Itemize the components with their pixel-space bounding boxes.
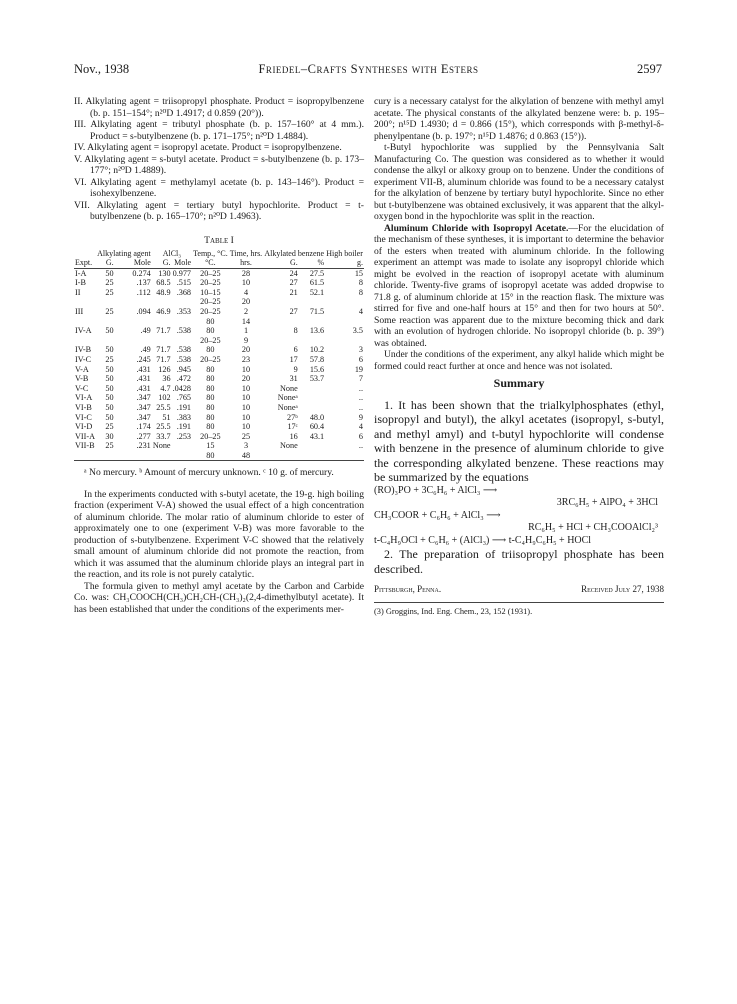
table-cell: 6 <box>358 354 363 364</box>
table-cell: 50 <box>105 345 114 355</box>
table-header-cell: Alkylated benzene <box>264 249 325 258</box>
table-cell: 9 <box>243 335 249 345</box>
table-cell: 25.5 <box>156 402 171 412</box>
table-cell <box>299 317 325 327</box>
table-cell: .. <box>358 441 363 451</box>
table-cell: 50 <box>105 402 114 412</box>
table-cell: 20–25 <box>200 354 221 364</box>
table-cell: 25.5 <box>156 422 171 432</box>
table-cell: 15 <box>354 268 363 278</box>
table-cell: VII-A <box>75 431 96 441</box>
table-cell: 80 <box>206 326 215 336</box>
table-row <box>74 451 364 461</box>
table-cell: 10 <box>241 422 251 432</box>
table-cell: 80 <box>206 374 215 384</box>
table-header-cell: G. <box>96 259 115 268</box>
table-cell: None <box>152 441 171 451</box>
table-cell: 20–25 <box>200 297 221 307</box>
table-cell: 80 <box>206 345 215 355</box>
signature-line <box>374 584 664 596</box>
table-header-cell: g. <box>325 259 364 268</box>
list-item: II. Alkylating agent = triisopropyl phosphate. Product = isopropylbenzene (b. p. 151–154°; n²⁰D 1.4917; d 0.859 (20°)). <box>74 96 364 119</box>
table-row <box>74 278 364 288</box>
body-paragraph: The formula given to methyl amyl acetate by the Carbon and Carbide Co. was: CH₃COOCH(CH₃)CH₂CH-(CH₃)₂(2,4-dimethylbutyl acetate). It has been established that under the conditions of the experiments mer- <box>74 580 364 615</box>
table-cell: 48.9 <box>156 287 171 297</box>
table-cell: .. <box>358 383 363 393</box>
table-cell: 43.1 <box>309 431 325 441</box>
table-cell: .538 <box>176 345 192 355</box>
table-cell <box>74 297 96 307</box>
table-cell: 102 <box>158 393 171 403</box>
table-cell: .538 <box>176 326 192 336</box>
table-cell: VI-B <box>75 402 92 412</box>
table-cell: .49 <box>140 326 151 336</box>
table-cell: 3 <box>243 441 249 451</box>
table-cell: .191 <box>176 422 192 432</box>
table-cell: VI-D <box>75 422 93 432</box>
table-cell: 25 <box>105 422 114 432</box>
table-caption: Table I <box>204 234 234 246</box>
table-row <box>74 326 364 336</box>
table-header-cell: Mole <box>172 259 192 268</box>
table-cell <box>299 403 325 413</box>
table-cell: 7 <box>358 374 363 384</box>
table-cell: 9 <box>358 412 363 422</box>
table-cell: 27.5 <box>309 268 325 278</box>
table-cell: 3 <box>358 345 363 355</box>
table-cell: 25 <box>241 431 251 441</box>
table-cell: 25 <box>105 354 114 364</box>
table-cell <box>96 297 115 307</box>
table-cell <box>115 336 152 346</box>
table-cell <box>115 297 152 307</box>
table-cell: 8 <box>358 287 363 297</box>
table-cell: 25 <box>105 441 114 451</box>
table-cell: .431 <box>136 374 151 384</box>
table-cell: Noneᵃ <box>277 402 298 412</box>
table-cell <box>299 441 325 451</box>
table-cell <box>172 297 192 307</box>
table-cell <box>263 336 299 346</box>
table-cell: VI-C <box>75 412 92 422</box>
table-cell: 80 <box>206 316 215 326</box>
body-paragraph: cury is a necessary catalyst for the alkylation of benzene with methyl amyl acetate. The physical constants of the alkylated benzene were: b. p. 195–200°; n¹⁵D 1.4930; d = 0.866 (15°), which corresponds with β-methyl-δ-phenylpentane (b. p. 197°; n¹⁵D 1.4876; d 0.863 (15°)). <box>374 96 664 142</box>
table-cell: .347 <box>136 412 151 422</box>
table-row <box>74 422 364 432</box>
table-cell: .137 <box>136 278 151 288</box>
table-header-cell: hrs. <box>229 259 263 268</box>
table-header-cell: G. <box>152 259 172 268</box>
table-cell: .112 <box>136 287 151 297</box>
table-row <box>74 336 364 346</box>
table-cell: 6 <box>293 345 298 355</box>
table-cell: 50 <box>105 326 114 336</box>
table-cell: 20–25 <box>200 335 221 345</box>
table-cell: 25 <box>105 278 114 288</box>
table-cell: 27ᵇ <box>287 412 298 422</box>
table-cell: 46.9 <box>156 306 171 316</box>
table-cell: 19 <box>354 364 363 374</box>
table-cell: 10 <box>241 278 251 288</box>
table-cell: 9 <box>293 364 298 374</box>
table-cell: 20 <box>241 297 251 307</box>
table-row <box>74 374 364 384</box>
table-cell: 13.6 <box>309 326 325 336</box>
table-cell: 80 <box>206 393 215 403</box>
table-header-cell: °C. <box>192 259 229 268</box>
header-title: Friedel–Crafts Syntheses with Esters <box>258 62 479 76</box>
table-cell: 50 <box>105 383 114 393</box>
table-cell: 10 <box>241 383 251 393</box>
list-item: III. Alkylating agent = tributyl phosphate (b. p. 157–160° at 4 mm.). Product = s-butylbenzene (b. p. 171–175°; n²⁰D 1.4884). <box>74 119 364 142</box>
table-cell: 20–25 <box>200 268 221 278</box>
table-cell: 130 <box>158 268 171 278</box>
table-cell <box>325 451 364 461</box>
table-cell: 51 <box>162 412 171 422</box>
table-cell: 20–25 <box>200 306 221 316</box>
table-cell: .231 <box>136 441 151 451</box>
table-row <box>74 413 364 423</box>
table-row <box>74 268 364 278</box>
table-cell: 4 <box>358 306 363 316</box>
table-cell: .49 <box>140 345 151 355</box>
table-cell: 48 <box>229 451 263 461</box>
table-cell: 4.7 <box>160 383 171 393</box>
table-header-cell: Temp., °C. <box>193 249 228 258</box>
table-footnotes <box>74 467 364 479</box>
table-cell: 10 <box>241 364 251 374</box>
summary-point-2: 2. The preparation of triisopropyl phosphate has been described. <box>374 547 664 576</box>
equation-1-right: 3RC₆H₅ + AlPO₄ + 3HCl <box>556 497 658 509</box>
body-paragraph: In the experiments conducted with s-butyl acetate, the 19-g. high boiling fraction (experiment V-A) showed the usual effect of a high concentration of aluminum chloride. The molar ratio of aluminum chloride to ester of approximately one to one (experiment V-B) was more favorable to the production of s-butylbenzene. Experiment V-C showed that the relatively small amount of aluminum chloride did not promote the reaction, from which it was assumed that the aluminum chloride plays an integral part in the reaction, and its role is not purely catalytic. <box>74 488 364 581</box>
body-paragraph: t-Butyl hypochlorite was supplied by the Pennsylvania Salt Manufacturing Co. The question was considered as to whether it would condense the alkyl or alkoxy group on to benzene. Under the conditions of experiment VII-B, aluminum chloride was found to be a necessary catalyst for the alkylation of benzene by tertiary butyl hypochlorite. Since no ether but t-butylbenzene was obtained exclusively, it was apparent that the alkyl-oxygen bond in the hypochlorite was split in the reaction. <box>374 142 664 222</box>
table-cell: .245 <box>136 354 151 364</box>
table-row <box>74 365 364 375</box>
equation-2-left: CH₃COOR + C₆H₆ + AlCl₃ ⟶ <box>374 509 501 521</box>
table-cell <box>74 317 96 327</box>
table-cell: 27 <box>289 306 298 316</box>
table-cell: I-B <box>75 278 86 288</box>
table-cell: 71.7 <box>156 345 171 355</box>
table-cell: .. <box>358 393 363 403</box>
section-text: —For the elucidation of the mechanism of these syntheses, it is important to determine the behavior of the esters when treated with aluminum chloride. In the following experiment an attempt was made to isolate any isopropyl chloride which might be evolved in the reaction of isopropyl acetate with aluminum chloride. Twenty-five grams of isopropyl acetate was added dropwise to 71.8 g. of aluminum chloride at 15° in the reaction flask. The mixture was stirred for five and one-half hours at 15° and then for two hours at 50°. Some reaction was apparent due to the mixture becoming thick and dark with an evolution of hydrogen chloride. No isopropyl chloride (b. p. 39°) was obtained. <box>374 222 665 349</box>
equation-3: t-C₄H₉OCl + C₆H₆ + (AlCl₃) ⟶ t-C₄H₉C₆H₅ + HOCl <box>374 534 592 546</box>
table-header-cell: Alkylating agent <box>97 249 151 258</box>
table-cell <box>152 336 172 346</box>
header-page-number: 2597 <box>637 62 662 76</box>
equation-1-left: (RO)₃PO + 3C₆H₆ + AlCl₃ ⟶ <box>374 485 498 497</box>
table-cell: 3.5 <box>352 326 363 336</box>
table-cell: 20 <box>241 374 251 384</box>
right-column <box>374 96 664 617</box>
table-cell: 33.7 <box>156 431 171 441</box>
table-cell: 60.4 <box>309 422 325 432</box>
table-cell: 14 <box>241 316 251 326</box>
left-column <box>74 96 364 615</box>
table-cell <box>96 317 115 327</box>
table-cell: V-C <box>75 383 89 393</box>
table-cell: .353 <box>176 306 192 316</box>
table-cell <box>152 451 172 461</box>
table-cell <box>299 384 325 394</box>
table-cell <box>263 297 299 307</box>
list-item: VII. Alkylating agent = tertiary butyl hypochlorite. Product = t-butylbenzene (b. p. 165–170°; n²⁰D 1.4963). <box>74 199 364 222</box>
table-cell <box>172 317 192 327</box>
table-cell: 80 <box>206 412 215 422</box>
section-heading: Aluminum Chloride with Isopropyl Acetate. <box>384 222 569 234</box>
received-date: Received July 27, 1938 <box>581 584 664 595</box>
table-cell: .0428 <box>172 383 192 393</box>
table-cell <box>96 451 115 461</box>
table-cell: 126 <box>158 364 171 374</box>
table-cell: .515 <box>176 278 192 288</box>
table-cell: 27 <box>289 278 298 288</box>
table-cell: 61.5 <box>309 278 325 288</box>
header-date: Nov., 1938 <box>74 62 130 76</box>
table-cell: None <box>280 383 298 393</box>
list-item: V. Alkylating agent = s-butyl acetate. Product = s-butylbenzene (b. p. 173–177°; n²⁰D 1.4889). <box>74 153 364 176</box>
table-row <box>74 384 364 394</box>
table-cell <box>172 451 192 461</box>
table-cell: 31 <box>289 374 298 384</box>
table-cell: 50 <box>105 374 114 384</box>
table-cell: IV-B <box>75 345 92 355</box>
summary-heading: Summary <box>493 376 545 390</box>
table-footnote: ᵃ No mercury. ᵇ Amount of mercury unknown. ᶜ 10 g. of mercury. <box>84 467 334 479</box>
table-header-cell: % <box>299 259 325 268</box>
table-cell: 71.7 <box>156 326 171 336</box>
table-row <box>74 432 364 442</box>
table-cell: .191 <box>176 402 192 412</box>
results-table <box>74 250 364 461</box>
table-cell <box>263 451 299 461</box>
table-cell: 15 <box>206 441 215 451</box>
table-cell: VI-A <box>75 393 93 403</box>
table-cell: 20–25 <box>200 431 221 441</box>
table-cell: 25 <box>105 287 114 297</box>
body-paragraph: Under the conditions of the experiment, any alkyl halide which might be formed could react further at once and hence was not isolated. <box>374 349 664 372</box>
equation-2-right: RC₆H₅ + HCl + CH₃COOAlCl₂³ <box>528 522 658 534</box>
table-cell: 8 <box>293 326 298 336</box>
table-cell <box>74 451 96 461</box>
table-cell: .347 <box>136 393 151 403</box>
table-cell: IV-C <box>75 354 92 364</box>
table-cell <box>299 393 325 403</box>
table-cell: .383 <box>176 412 192 422</box>
summary-point-1: 1. It has been shown that the trialkylphosphates (ethyl, isopropyl and butyl), the alkyl acetates (isopropyl, s-butyl, and methyl amyl) and t-butyl hypochlorite will condense with benzene in the presence of aluminum chloride to give the corresponding alkylated benzene. These reactions may be summarized by the equations <box>374 397 664 485</box>
table-cell: 71.5 <box>309 306 325 316</box>
table-cell: 80 <box>206 402 215 412</box>
table-cell: 4 <box>243 287 249 297</box>
table-cell: 80 <box>206 422 215 432</box>
table-header-row <box>74 259 364 268</box>
table-cell <box>74 336 96 346</box>
table-cell <box>299 336 325 346</box>
place-text: Pittsburgh, Penna. <box>374 584 442 595</box>
list-item: VI. Alkylating agent = methylamyl acetate (b. p. 143–146°). Product = isohexylbenzene. <box>74 176 364 199</box>
table-cell: 68.5 <box>156 278 171 288</box>
table-cell: V-B <box>75 374 89 384</box>
list-item: IV. Alkylating agent = isopropyl acetate. Product = isopropylbenzene. <box>74 142 342 153</box>
table-cell: 80 <box>192 451 229 461</box>
table-cell <box>325 297 364 307</box>
table-row <box>74 297 364 307</box>
table-row <box>74 345 364 355</box>
table-cell: 20–25 <box>200 278 221 288</box>
table-cell: 53.7 <box>309 374 325 384</box>
table-cell: None <box>280 441 298 451</box>
table-cell: 25 <box>105 306 114 316</box>
table-cell <box>172 441 192 451</box>
table-cell: .368 <box>176 287 192 297</box>
table-cell <box>96 336 115 346</box>
table-cell: 50 <box>105 393 114 403</box>
table-cell: 21 <box>289 287 298 297</box>
table-cell: III <box>75 306 84 316</box>
table-cell: 17ᶜ <box>287 422 298 432</box>
table-cell: 16 <box>289 431 298 441</box>
table-cell <box>263 317 299 327</box>
table-cell: .538 <box>176 354 192 364</box>
table-header-cell: AlCl₃ <box>162 249 182 258</box>
table-cell: 28 <box>241 268 251 278</box>
table-cell: VII-B <box>75 441 95 451</box>
table-cell: 10 <box>241 393 251 403</box>
table-cell: .765 <box>176 393 192 403</box>
table-cell: 50 <box>105 412 114 422</box>
table-row <box>74 307 364 317</box>
table-cell <box>299 451 325 461</box>
table-cell: .431 <box>136 364 151 374</box>
table-cell: .094 <box>136 306 151 316</box>
table-cell: V-A <box>75 364 89 374</box>
table-cell: .277 <box>136 431 151 441</box>
table-cell: 0.274 <box>132 268 151 278</box>
table-cell: 20 <box>241 345 251 355</box>
table-cell: .945 <box>176 364 192 374</box>
table-cell: Noneᵃ <box>277 393 298 403</box>
table-cell: 2 <box>243 306 249 316</box>
table-cell <box>325 317 364 327</box>
table-row <box>74 403 364 413</box>
table-header-cell: Expt. <box>74 259 96 268</box>
section-paragraph <box>374 223 664 350</box>
table-row <box>74 393 364 403</box>
table-cell: 71.7 <box>156 354 171 364</box>
table-cell: 80 <box>206 364 215 374</box>
table-cell: 80 <box>206 383 215 393</box>
table-cell: 15.6 <box>309 364 325 374</box>
table-cell: .253 <box>176 431 192 441</box>
table-cell <box>115 317 152 327</box>
table-cell: .431 <box>136 383 151 393</box>
table-cell: 23 <box>241 354 251 364</box>
table-cell: 10.2 <box>309 345 325 355</box>
table-cell: 50 <box>105 268 114 278</box>
table-header-cell: Mole <box>115 259 152 268</box>
table-cell <box>172 336 192 346</box>
table-cell: 57.8 <box>309 354 325 364</box>
table-cell <box>299 297 325 307</box>
table-cell: .347 <box>136 402 151 412</box>
table-cell: 17 <box>289 354 298 364</box>
table-row <box>74 288 364 298</box>
table-row <box>74 317 364 327</box>
table-cell: II <box>75 287 81 297</box>
table-cell <box>152 317 172 327</box>
table-cell: IV-A <box>75 326 92 336</box>
table-cell: 36 <box>162 374 171 384</box>
table-cell <box>325 336 364 346</box>
table-cell: 52.1 <box>309 287 325 297</box>
table-header-cell: G. <box>263 259 299 268</box>
table-cell: 8 <box>358 278 363 288</box>
table-cell: 24 <box>289 268 298 278</box>
table-cell: 30 <box>105 431 114 441</box>
equation-block <box>374 485 664 547</box>
table-cell: .. <box>358 402 363 412</box>
table-header-cell: High boiler <box>326 249 363 258</box>
table-cell: 48.0 <box>309 412 325 422</box>
table-header-cell: Time, hrs. <box>229 249 263 258</box>
footnote: (3) Groggins, Ind. Eng. Chem., 23, 152 (1931). <box>374 602 664 617</box>
table-cell <box>152 297 172 307</box>
table-cell: 10 <box>241 402 251 412</box>
table-cell <box>115 451 152 461</box>
table-cell: 6 <box>358 431 363 441</box>
table-row <box>74 355 364 365</box>
table-cell: 50 <box>105 364 114 374</box>
table-cell: 0.977 <box>172 268 192 278</box>
table-row <box>74 441 364 451</box>
table-cell: 10–15 <box>200 287 221 297</box>
table-cell: .472 <box>176 374 192 384</box>
table-cell: I-A <box>75 268 87 278</box>
table-cell: 10 <box>241 412 251 422</box>
table-cell: .174 <box>136 422 151 432</box>
table-cell: 1 <box>243 326 249 336</box>
table-cell: 4 <box>358 422 363 432</box>
